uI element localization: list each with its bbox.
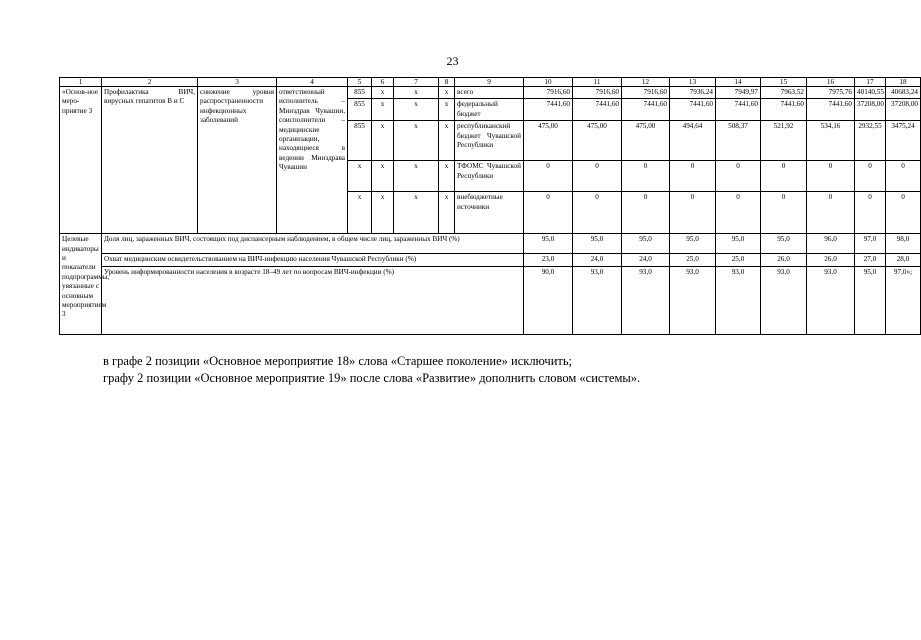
source-cell: ТФОМС Чувашской Республики	[455, 161, 524, 192]
value-cell: 37208,00	[855, 99, 886, 121]
value-cell: 0	[886, 192, 921, 234]
value-cell: 95,0	[524, 234, 573, 254]
source-cell: федеральный бюджет	[455, 99, 524, 121]
source-cell: всего	[455, 87, 524, 99]
event-title: Профилактика ВИЧ, вирусных гепатитов В и С	[102, 87, 198, 234]
code-cell: x	[394, 121, 439, 161]
header-cell: 16	[807, 78, 855, 87]
indicator-text: Доля лиц, зараженных ВИЧ, состоящих под диспансерным наблюдением, в общем числе лиц, зараженных ВИЧ (%)	[102, 234, 524, 254]
value-cell: 7441,60	[716, 99, 761, 121]
value-cell: 23,0	[524, 254, 573, 266]
value-cell: 93,0	[622, 266, 670, 334]
event-name: «Основ-ное меро-приятие 3	[60, 87, 102, 234]
code-cell: x	[348, 192, 372, 234]
code-cell: x	[394, 161, 439, 192]
code-cell: x	[439, 99, 455, 121]
value-cell: 0	[573, 161, 622, 192]
value-cell: 0	[761, 161, 807, 192]
code-cell: x	[372, 161, 394, 192]
value-cell: 26,0	[761, 254, 807, 266]
header-cell: 13	[670, 78, 716, 87]
value-cell: 2932,55	[855, 121, 886, 161]
header-cell: 17	[855, 78, 886, 87]
value-cell: 40683,24	[886, 87, 921, 99]
code-cell: x	[394, 192, 439, 234]
value-cell: 90,0	[524, 266, 573, 334]
code-cell: 855	[348, 87, 372, 99]
code-cell: x	[439, 192, 455, 234]
header-cell: 3	[198, 78, 277, 87]
indicators-label: Целевые индикаторы и показатели подпрограммы, увязанные с основным мероприятием 3	[60, 234, 102, 334]
value-cell: 7916,60	[573, 87, 622, 99]
value-cell: 24,0	[622, 254, 670, 266]
indicator-row	[60, 254, 921, 266]
value-cell: 27,0	[855, 254, 886, 266]
code-cell: x	[394, 99, 439, 121]
value-cell: 95,0	[573, 234, 622, 254]
header-cell: 8	[439, 78, 455, 87]
header-cell: 11	[573, 78, 622, 87]
code-cell: x	[439, 87, 455, 99]
value-cell: 0	[807, 161, 855, 192]
value-cell: 96,0	[807, 234, 855, 254]
source-cell: внебюджетные источники	[455, 192, 524, 234]
value-cell: 7441,60	[524, 99, 573, 121]
value-cell: 95,0	[855, 266, 886, 334]
event-goal: снижение уровня распространенности инфекционных заболеваний	[198, 87, 277, 234]
code-cell: x	[439, 121, 455, 161]
value-cell: 93,0	[761, 266, 807, 334]
header-cell: 15	[761, 78, 807, 87]
indicator-text: Охват медицинским освидетельствованием на ВИЧ-инфекцию населения Чувашской Республики (%)	[102, 254, 524, 266]
value-cell: 28,0	[886, 254, 921, 266]
value-cell: 95,0	[670, 234, 716, 254]
value-cell: 475,00	[622, 121, 670, 161]
amendment-note: в графе 2 позиции «Основное мероприятие 18» слова «Старшее поколение» исключить;	[103, 354, 573, 368]
value-cell: 95,0	[622, 234, 670, 254]
header-cell: 2	[102, 78, 198, 87]
value-cell: 26,0	[807, 254, 855, 266]
value-cell: 7916,60	[622, 87, 670, 99]
amendment-note: графу 2 позиции «Основное мероприятие 19» после слова «Развитие» дополнить словом «системы».	[103, 371, 641, 385]
value-cell: 0	[524, 192, 573, 234]
value-cell: 37208,00	[886, 99, 921, 121]
header-cell: 5	[348, 78, 372, 87]
code-cell: x	[348, 161, 372, 192]
value-cell: 0	[524, 161, 573, 192]
event-executor: ответственный исполнитель – Минздрав Чувашии, соисполнители – медицинские организации, находящиеся в ведении Минздрава Чувашии	[277, 87, 348, 234]
value-cell: 7441,60	[573, 99, 622, 121]
header-cell: 6	[372, 78, 394, 87]
value-cell: 7975,76	[807, 87, 855, 99]
value-cell: 475,00	[524, 121, 573, 161]
value-cell: 24,0	[573, 254, 622, 266]
value-cell: 0	[886, 161, 921, 192]
value-cell: 521,92	[761, 121, 807, 161]
value-cell: 98,0	[886, 234, 921, 254]
code-cell: x	[394, 87, 439, 99]
indicator-row	[60, 234, 921, 254]
value-cell: 97,0»;	[886, 266, 921, 334]
value-cell: 0	[622, 161, 670, 192]
value-cell: 475,00	[573, 121, 622, 161]
value-cell: 0	[716, 161, 761, 192]
code-cell: 855	[348, 99, 372, 121]
table-row	[60, 87, 921, 99]
header-cell: 14	[716, 78, 761, 87]
code-cell: x	[439, 161, 455, 192]
value-cell: 40140,55	[855, 87, 886, 99]
indicator-row	[60, 266, 921, 334]
value-cell: 7936,24	[670, 87, 716, 99]
value-cell: 93,0	[807, 266, 855, 334]
indicator-text: Уровень информированности населения в возрасте 18–49 лет по вопросам ВИЧ-инфекции (%)	[102, 266, 524, 334]
code-cell: x	[372, 121, 394, 161]
value-cell: 7963,52	[761, 87, 807, 99]
value-cell: 7916,60	[524, 87, 573, 99]
value-cell: 7441,60	[622, 99, 670, 121]
value-cell: 95,0	[716, 234, 761, 254]
source-cell: республиканский бюджет Чувашской Республики	[455, 121, 524, 161]
value-cell: 25,0	[670, 254, 716, 266]
header-cell: 4	[277, 78, 348, 87]
value-cell: 0	[622, 192, 670, 234]
value-cell: 7441,60	[807, 99, 855, 121]
value-cell: 97,0	[855, 234, 886, 254]
header-cell: 1	[60, 78, 102, 87]
value-cell: 7441,60	[761, 99, 807, 121]
value-cell: 7949,97	[716, 87, 761, 99]
value-cell: 3475,24	[886, 121, 921, 161]
header-cell: 18	[886, 78, 921, 87]
header-cell: 10	[524, 78, 573, 87]
value-cell: 93,0	[670, 266, 716, 334]
code-cell: x	[372, 87, 394, 99]
value-cell: 0	[573, 192, 622, 234]
value-cell: 534,16	[807, 121, 855, 161]
value-cell: 0	[670, 161, 716, 192]
value-cell: 0	[855, 161, 886, 192]
value-cell: 7441,60	[670, 99, 716, 121]
header-cell: 7	[394, 78, 439, 87]
value-cell: 25,0	[716, 254, 761, 266]
value-cell: 0	[670, 192, 716, 234]
header-row	[60, 78, 921, 87]
header-cell: 12	[622, 78, 670, 87]
value-cell: 93,0	[716, 266, 761, 334]
value-cell: 93,0	[573, 266, 622, 334]
code-cell: x	[372, 99, 394, 121]
value-cell: 0	[807, 192, 855, 234]
page-number: 23	[446, 54, 459, 68]
value-cell: 0	[855, 192, 886, 234]
header-cell: 9	[455, 78, 524, 87]
value-cell: 0	[716, 192, 761, 234]
code-cell: x	[372, 192, 394, 234]
code-cell: 855	[348, 121, 372, 161]
value-cell: 508,37	[716, 121, 761, 161]
value-cell: 494,64	[670, 121, 716, 161]
value-cell: 95,0	[761, 234, 807, 254]
program-table	[59, 77, 921, 335]
value-cell: 0	[761, 192, 807, 234]
